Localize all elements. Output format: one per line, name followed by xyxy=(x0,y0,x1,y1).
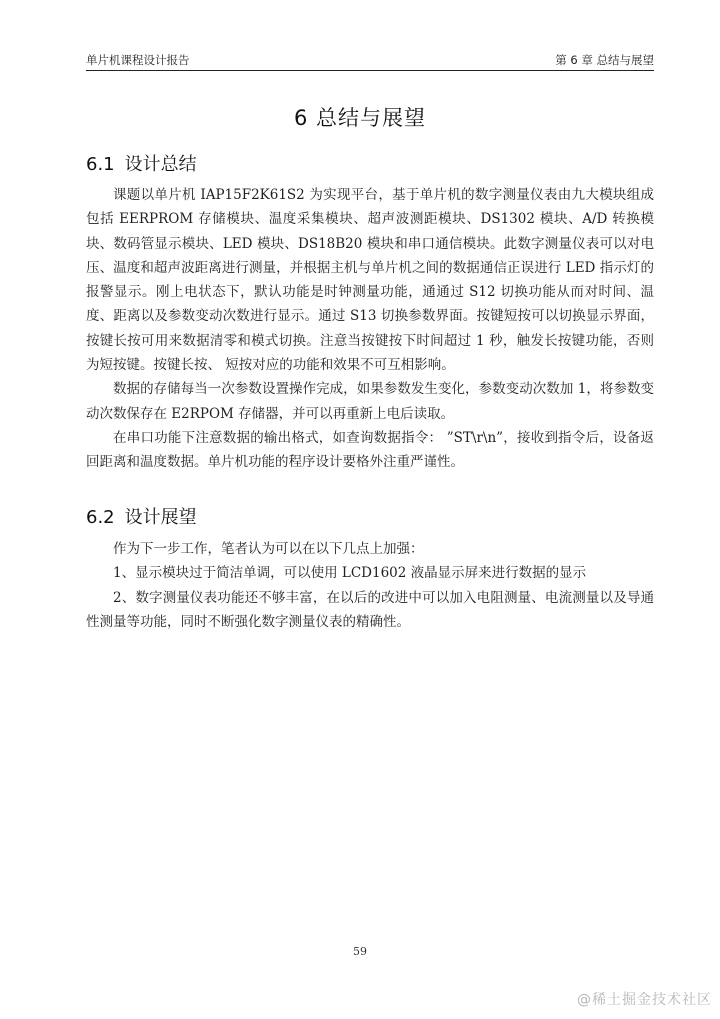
chapter-title: 6 总结与展望 xyxy=(293,106,427,130)
section-heading-design-summary xyxy=(86,150,197,176)
paragraph: 数据的存储每当一次参数设置操作完成，如果参数发生变化，参数变动次数加 1，将参数变动次数保存在 E2RPOM 存储器，并可以再重新上电后读取。 xyxy=(86,381,654,422)
list-item: 2、数字测量仪表功能还不够丰富，在以后的改进中可以加入电阻测量、电流测量以及导通性测量等功能，同时不断强化数字测量仪表的精确性。 xyxy=(86,589,654,630)
page-number: 59 xyxy=(353,945,367,958)
header-report-title: 单片机课程设计报告 xyxy=(86,53,190,67)
watermark: @稀土掘金技术社区 xyxy=(577,992,712,1008)
section-title-text: 设计展望 xyxy=(124,507,197,528)
section-body-design-summary xyxy=(86,183,654,475)
paragraph: 课题以单片机 IAP15F2K61S2 为实现平台，基于单片机的数字测量仪表由九大模块组成包括 EERPROM 存储模块、温度采集模块、超声波测距模块、DS1302 模块、A/D 转换模块、数码管显示模块、LED 模块、DS18B20 模块和串口通信模块。此数字测量仪表可以对电压、温度和超声波距离进行测量，并根据主机与单片机之间的数据通信正误进行 LED 指示灯的报警显示。刚上电状态下，默认功能是时钟测量功能，通通过 S12 切换功能从而对时间、温度、距离以及参数变动次数进行显示。通过 S13 切换参数界面。按键短按可以切换显示界面，按键长按可用来数据清零和模式切换。注意当按键按下时间超过 1 秒，触发长按键功能，否则为短按键。按键长按、 短按对应的功能和效果不可互相影响。 xyxy=(86,187,654,374)
paragraph: 作为下一步工作，笔者认为可以在以下几点上加强： xyxy=(113,541,424,557)
running-header xyxy=(86,50,654,71)
section-heading-design-outlook xyxy=(86,503,197,529)
list-item: 1、显示模块过于简洁单调，可以使用 LCD1602 液晶显示屏来进行数据的显示 xyxy=(113,565,587,582)
section-number: 6.1 xyxy=(86,154,115,175)
paragraph: 在串口功能下注意数据的输出格式，如查询数据指令： ”ST\r\n”，接收到指令后，设备返回距离和温度数据。单片机功能的程序设计要格外注重严谨性。 xyxy=(86,429,654,471)
section-number: 6.2 xyxy=(86,507,115,528)
header-chapter-label: 第 6 章 总结与展望 xyxy=(555,53,654,67)
section-title-text: 设计总结 xyxy=(124,154,197,175)
section-body-design-outlook xyxy=(86,537,654,634)
